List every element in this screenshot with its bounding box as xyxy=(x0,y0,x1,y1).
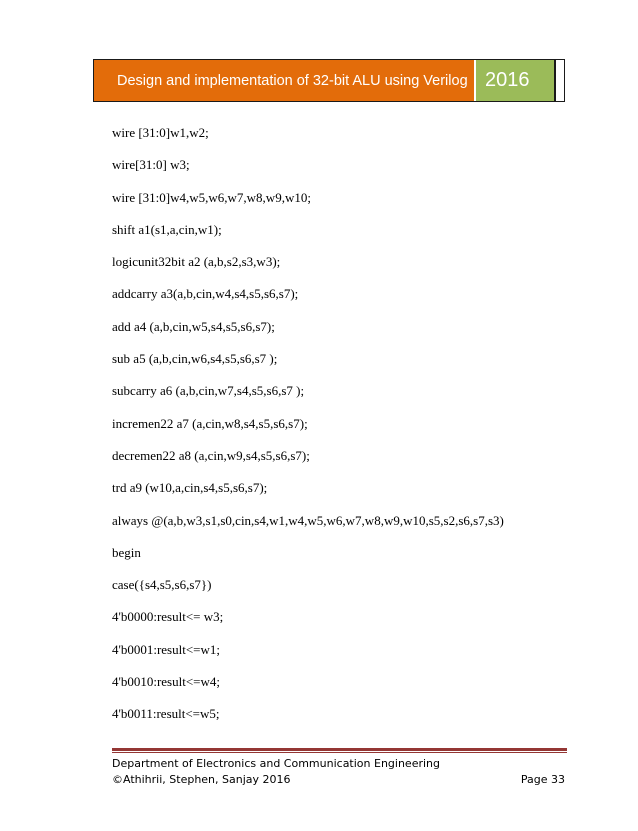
footer-department: Department of Electronics and Communication Engineering xyxy=(112,757,440,770)
header-tail-box xyxy=(554,60,564,101)
code-line: wire [31:0]w4,w5,w6,w7,w8,w9,w10; xyxy=(112,189,311,205)
page-header-banner xyxy=(93,59,565,102)
code-line: always @(a,b,w3,s1,s0,cin,s4,w1,w4,w5,w6,w7,w8,w9,w10,s5,s2,s6,s7,s3) xyxy=(112,512,504,528)
code-line: decremen22 a8 (a,cin,w9,s4,s5,s6,s7); xyxy=(112,447,310,463)
code-line: addcarry a3(a,b,cin,w4,s4,s5,s6,s7); xyxy=(112,286,299,302)
footer-rule-thin xyxy=(112,752,567,753)
footer-rule-thick xyxy=(112,748,567,751)
code-line: 4'b0001:result<=w1; xyxy=(112,641,220,657)
code-line: incremen22 a7 (a,cin,w8,s4,s5,s6,s7); xyxy=(112,415,308,431)
code-line: subcarry a6 (a,b,cin,w7,s4,s5,s6,s7 ); xyxy=(112,383,305,399)
code-line: case({s4,s5,s6,s7}) xyxy=(112,577,212,593)
code-line: shift a1(s1,a,cin,w1); xyxy=(112,221,222,237)
code-line: trd a9 (w10,a,cin,s4,s5,s6,s7); xyxy=(112,480,268,496)
verilog-code-listing xyxy=(112,125,582,739)
code-line: begin xyxy=(112,544,141,560)
code-line: logicunit32bit a2 (a,b,s2,s3,w3); xyxy=(112,254,281,270)
code-line: wire [31:0]w1,w2; xyxy=(112,125,209,140)
code-line: 4'b0011:result<=w5; xyxy=(112,706,220,722)
header-title: Design and implementation of 32-bit ALU using Verilog xyxy=(94,60,476,101)
code-line: wire[31:0] w3; xyxy=(112,157,190,173)
code-line: add a4 (a,b,cin,w5,s4,s5,s6,s7); xyxy=(112,318,275,334)
code-line: 4'b0000:result<= w3; xyxy=(112,609,224,625)
code-line: 4'b0010:result<=w4; xyxy=(112,674,220,690)
header-year: 2016 xyxy=(476,60,554,101)
footer-page-number: Page 33 xyxy=(520,773,565,786)
footer-authors: ©Athihrii, Stephen, Sanjay 2016 xyxy=(112,773,291,786)
code-line: sub a5 (a,b,cin,w6,s4,s5,s6,s7 ); xyxy=(112,351,278,367)
